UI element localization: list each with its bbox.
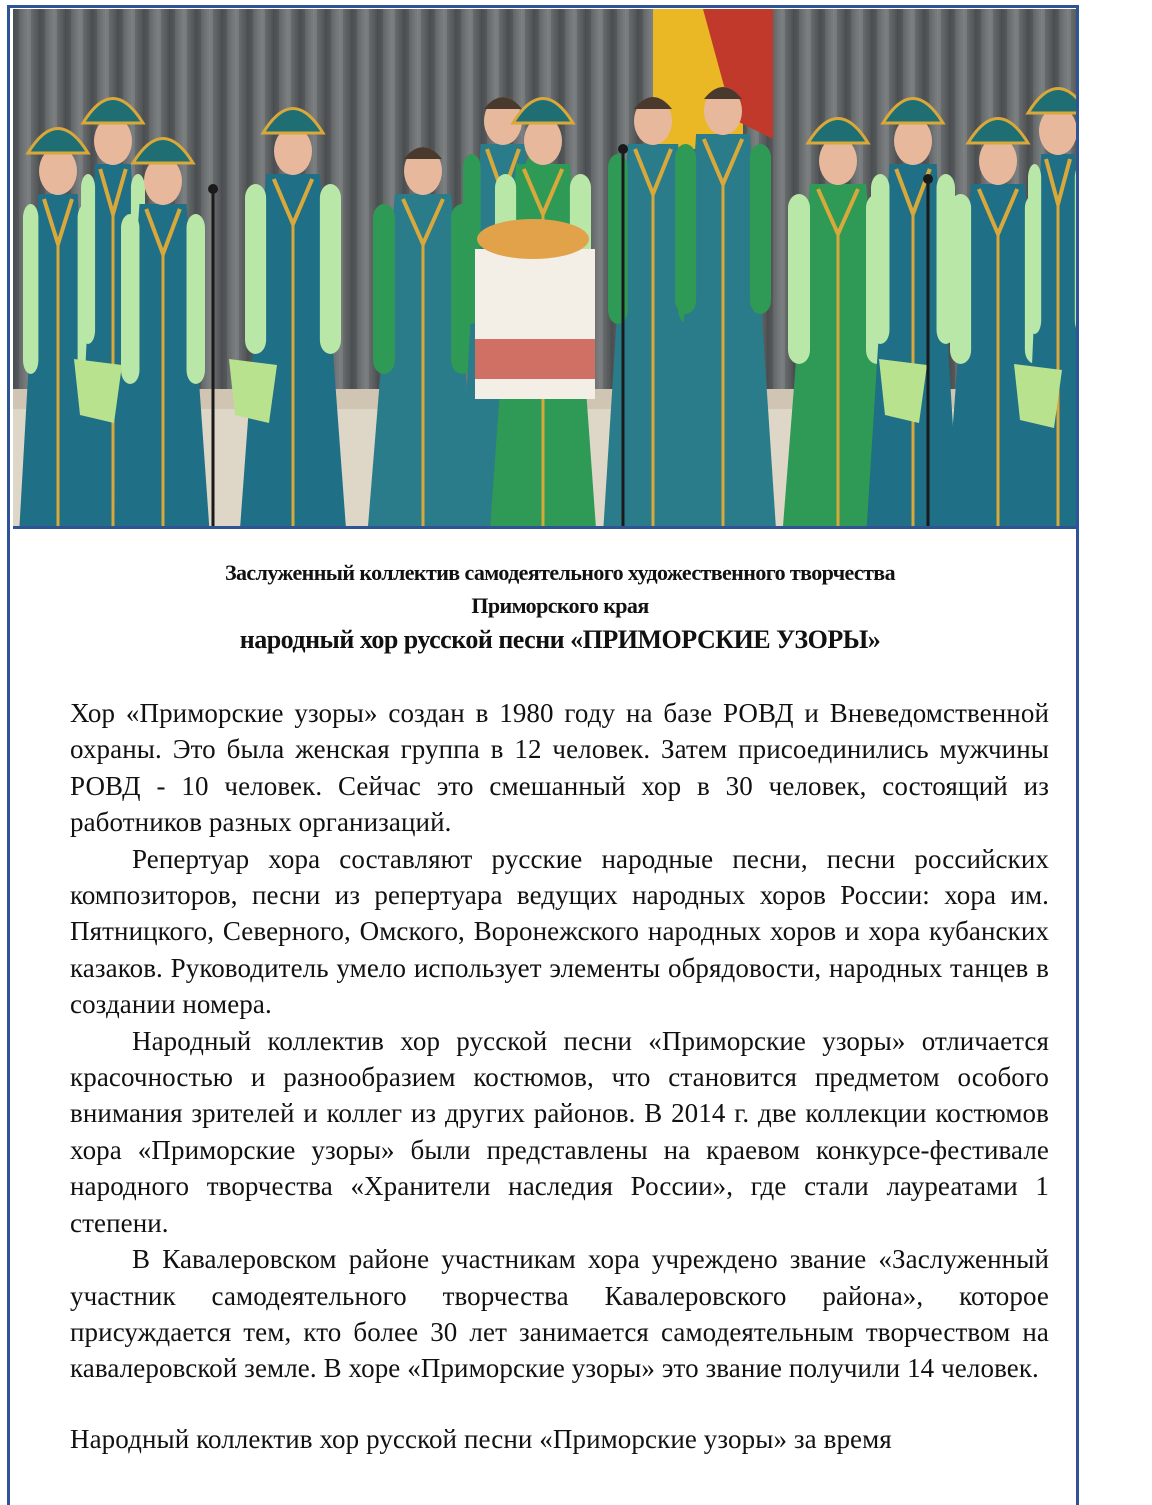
article-body: [70, 695, 1049, 1457]
microphone: [618, 144, 628, 154]
document-header: [60, 556, 1060, 658]
performer-sleeve: [121, 214, 139, 384]
performer-sleeve: [950, 194, 971, 364]
towel-pattern: [475, 339, 595, 379]
handkerchief: [74, 359, 122, 423]
performer-sleeve: [1075, 164, 1076, 334]
performer-sleeve: [373, 204, 395, 374]
handkerchief: [879, 359, 927, 423]
header-line-1: Заслуженный коллектив самодеятельного художественного творчества: [225, 560, 895, 585]
performer-sleeve: [187, 214, 205, 384]
performer-sleeve: [788, 194, 810, 364]
performer-sleeve: [320, 184, 341, 354]
paragraph-awards: В Кавалеровском районе участникам хора учреждено звание «Заслуженный участник самодеятельного творчества Кавалеровского района», которое присуждается тем, кто более 30 лет занимается самодеятельным творчеством на кавалеровской земле. В хоре «Приморские узоры» это звание получили 14 человек.: [70, 1244, 1049, 1384]
paragraph-repertoire: Репертуар хора составляют русские народные песни, песни российских композиторов, песни из репертуара ведущих народных хоров России: хора им. Пятницкого, Северного, Омского, Воронежского народных хоров и хора кубанских казаков. Руководитель умело использует элементы обрядовости, народных танцев в создании номера.: [70, 843, 1049, 1020]
performer-sleeve: [871, 174, 889, 344]
handkerchief: [1014, 364, 1062, 428]
microphone: [208, 184, 218, 194]
performer-sleeve: [608, 154, 628, 324]
header-title: народный хор русской песни «ПРИМОРСКИЕ УЗОРЫ»: [239, 625, 881, 654]
performer-sleeve: [81, 174, 95, 344]
choir-photo: [13, 9, 1076, 529]
performer-sleeve: [750, 144, 771, 314]
performer-sleeve: [245, 184, 266, 354]
microphone: [923, 174, 933, 184]
paragraph-history: Хор «Приморские узоры» создан в 1980 году на базе РОВД и Вневедомственной охраны. Это была женская группа в 12 человек. Затем присоединились мужчины РОВД - 10 человек. Сейчас это смешанный хор в 30 человек, состоящий из работников разных организаций.: [70, 698, 1049, 838]
performer-sleeve: [23, 204, 38, 374]
performer-sleeve: [1028, 164, 1041, 334]
handkerchief: [229, 359, 277, 423]
paragraph-continued: Народный коллектив хор русской песни «Приморские узоры» за время: [70, 1423, 892, 1454]
karavai-bread: [477, 219, 589, 259]
header-line-2: Приморского края: [471, 593, 649, 618]
paragraph-costumes: Народный коллектив хор русской песни «Приморские узоры» отличается красочностью и разнообразием костюмов, что становится предметом особого внимания зрителей и коллег из других районов. В 2014 г. две коллекции костюмов хора «Приморские узоры» были представлены на краевом конкурсе-фестивале народного творчества «Хранители наследия России», где стали лауреатами 1 степени.: [70, 1025, 1049, 1238]
performer-sleeve: [675, 144, 696, 314]
